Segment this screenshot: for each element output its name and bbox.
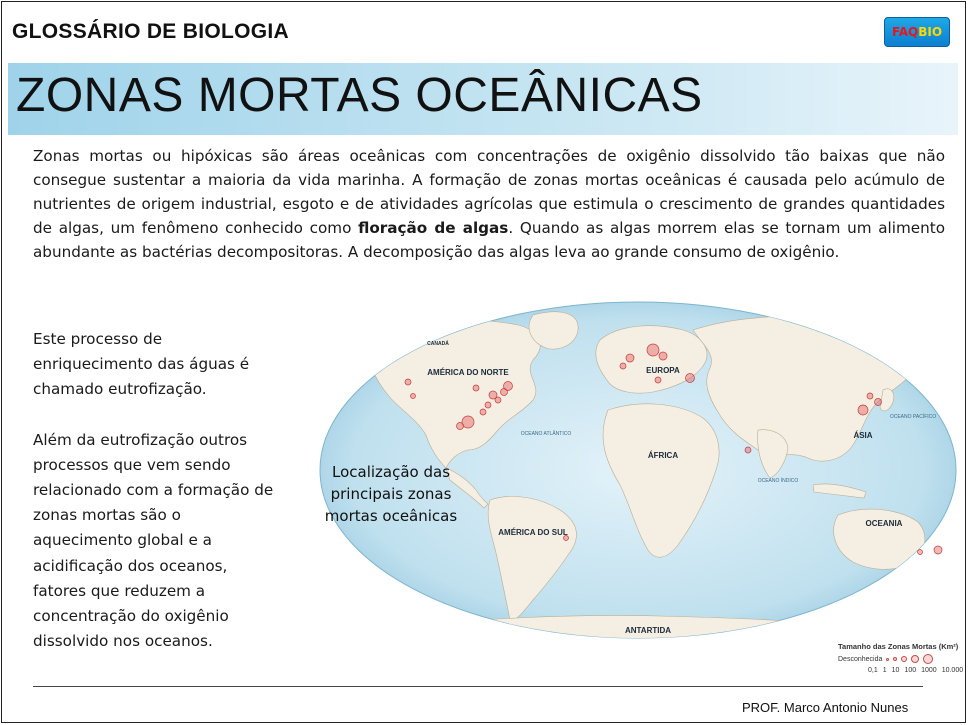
marker-us-east-2	[495, 397, 501, 403]
marker-us-east-4	[485, 402, 491, 408]
marker-korea	[867, 393, 873, 399]
legend-dot-5	[923, 654, 933, 664]
legend-value-2: 10	[891, 667, 900, 674]
marker-east-china-sea	[858, 405, 868, 415]
faqbio-logo	[884, 17, 950, 47]
marker-europe-west	[620, 363, 626, 369]
marker-black-sea	[686, 374, 695, 383]
label-pacific: OCEANO PACÍFICO	[889, 414, 937, 420]
legend-dot-1	[886, 658, 889, 661]
marker-baltic-2	[659, 352, 667, 360]
legend-unknown: Desconhecida	[838, 655, 883, 663]
label-canada: CANADÁ	[427, 341, 449, 347]
legend-value-4: 1000	[921, 667, 937, 674]
other-causes-paragraph: Além da eutrofização outros processos que vem sendo relacionado com a formação de zonas mortas são o aquecimento global e a acidificação dos oceanos, fatores que reduzem a concentração do oxigênio dissolvido nos oceanos.	[33, 430, 274, 651]
legend-dot-3	[901, 656, 907, 662]
marker-australia	[918, 550, 923, 555]
legend-values	[838, 667, 963, 674]
marker-gulf-2	[457, 423, 464, 430]
eutrophication-paragraph: Este processo de enriquecimento das águas é chamado eutrofização.	[33, 330, 250, 399]
logo-faq-text: FAQ	[891, 25, 919, 39]
marker-us-west-2	[411, 394, 416, 399]
glossary-header: GLOSSÁRIO DE BIOLOGIA	[12, 20, 289, 43]
label-north-america: AMÉRICA DO NORTE	[427, 368, 509, 377]
marker-new-zealand	[934, 546, 942, 554]
author-credit: PROF. Marco Antonio Nunes	[742, 700, 909, 715]
legend-row	[838, 654, 963, 664]
label-indian: OCEANO ÍNDICO	[757, 478, 799, 484]
label-africa: ÁFRICA	[647, 451, 679, 460]
intro-paragraph	[33, 144, 945, 264]
new-zealand-landmass	[934, 562, 940, 580]
marker-north-sea	[626, 354, 634, 362]
marker-arabian-sea	[745, 447, 751, 453]
label-europe: EUROPA	[646, 366, 680, 375]
marker-chesapeake	[504, 382, 513, 391]
map-caption: Localização das principais zonas mortas oceânicas	[324, 463, 458, 525]
side-text	[33, 327, 283, 654]
marker-us-west	[405, 379, 411, 385]
legend-value-3: 100	[904, 667, 917, 674]
label-atlantic: OCEANO ATLÂNTICO	[520, 431, 572, 437]
legend-dot-4	[911, 655, 919, 663]
page-title: ZONAS MORTAS OCEÂNICAS	[16, 69, 703, 122]
legend-title: Tamanho das Zonas Mortas (Km²)	[838, 642, 959, 651]
map-legend	[838, 642, 963, 674]
intro-text-1: Zonas mortas ou hipóxicas são áreas oceânicas com concentrações de oxigênio dissolvido tão baixas que não consegue sustentar a maioria da vida marinha. A formação de zonas mortas oceânicas é causada pelo acúmulo de nutrientes de origem industrial, esgoto e de atividades agrícolas que estimula o crescimento de grandes quantidades de algas, um fenômeno conhecido como	[33, 147, 945, 237]
marker-adriatic	[655, 377, 661, 383]
legend-value-1: 1	[882, 667, 887, 674]
label-south-america: AMÉRICA DO SUL	[498, 528, 568, 537]
label-asia: ÁSIA	[853, 431, 873, 440]
footer-divider	[33, 686, 923, 687]
intro-text-2: . Quando as algas morrem elas se tornam um alimento abundante as bactérias decompositoras. A decomposição das algas leva ao grande consumo de oxigênio.	[33, 219, 945, 261]
marker-us-east-5	[480, 409, 486, 415]
legend-value-0: 0,1	[868, 667, 878, 674]
marker-great-lakes	[473, 385, 479, 391]
marker-japan	[875, 399, 882, 406]
label-antarctica: ANTARTIDA	[624, 626, 672, 635]
legend-value-5: 10.000	[941, 667, 964, 674]
logo-bio-text: BIO	[918, 25, 943, 39]
legend-dot-2	[893, 657, 897, 661]
label-oceania: OCEANIA	[865, 519, 903, 528]
marker-baltic	[647, 344, 659, 356]
intro-bold-term: floração de algas	[358, 219, 509, 237]
